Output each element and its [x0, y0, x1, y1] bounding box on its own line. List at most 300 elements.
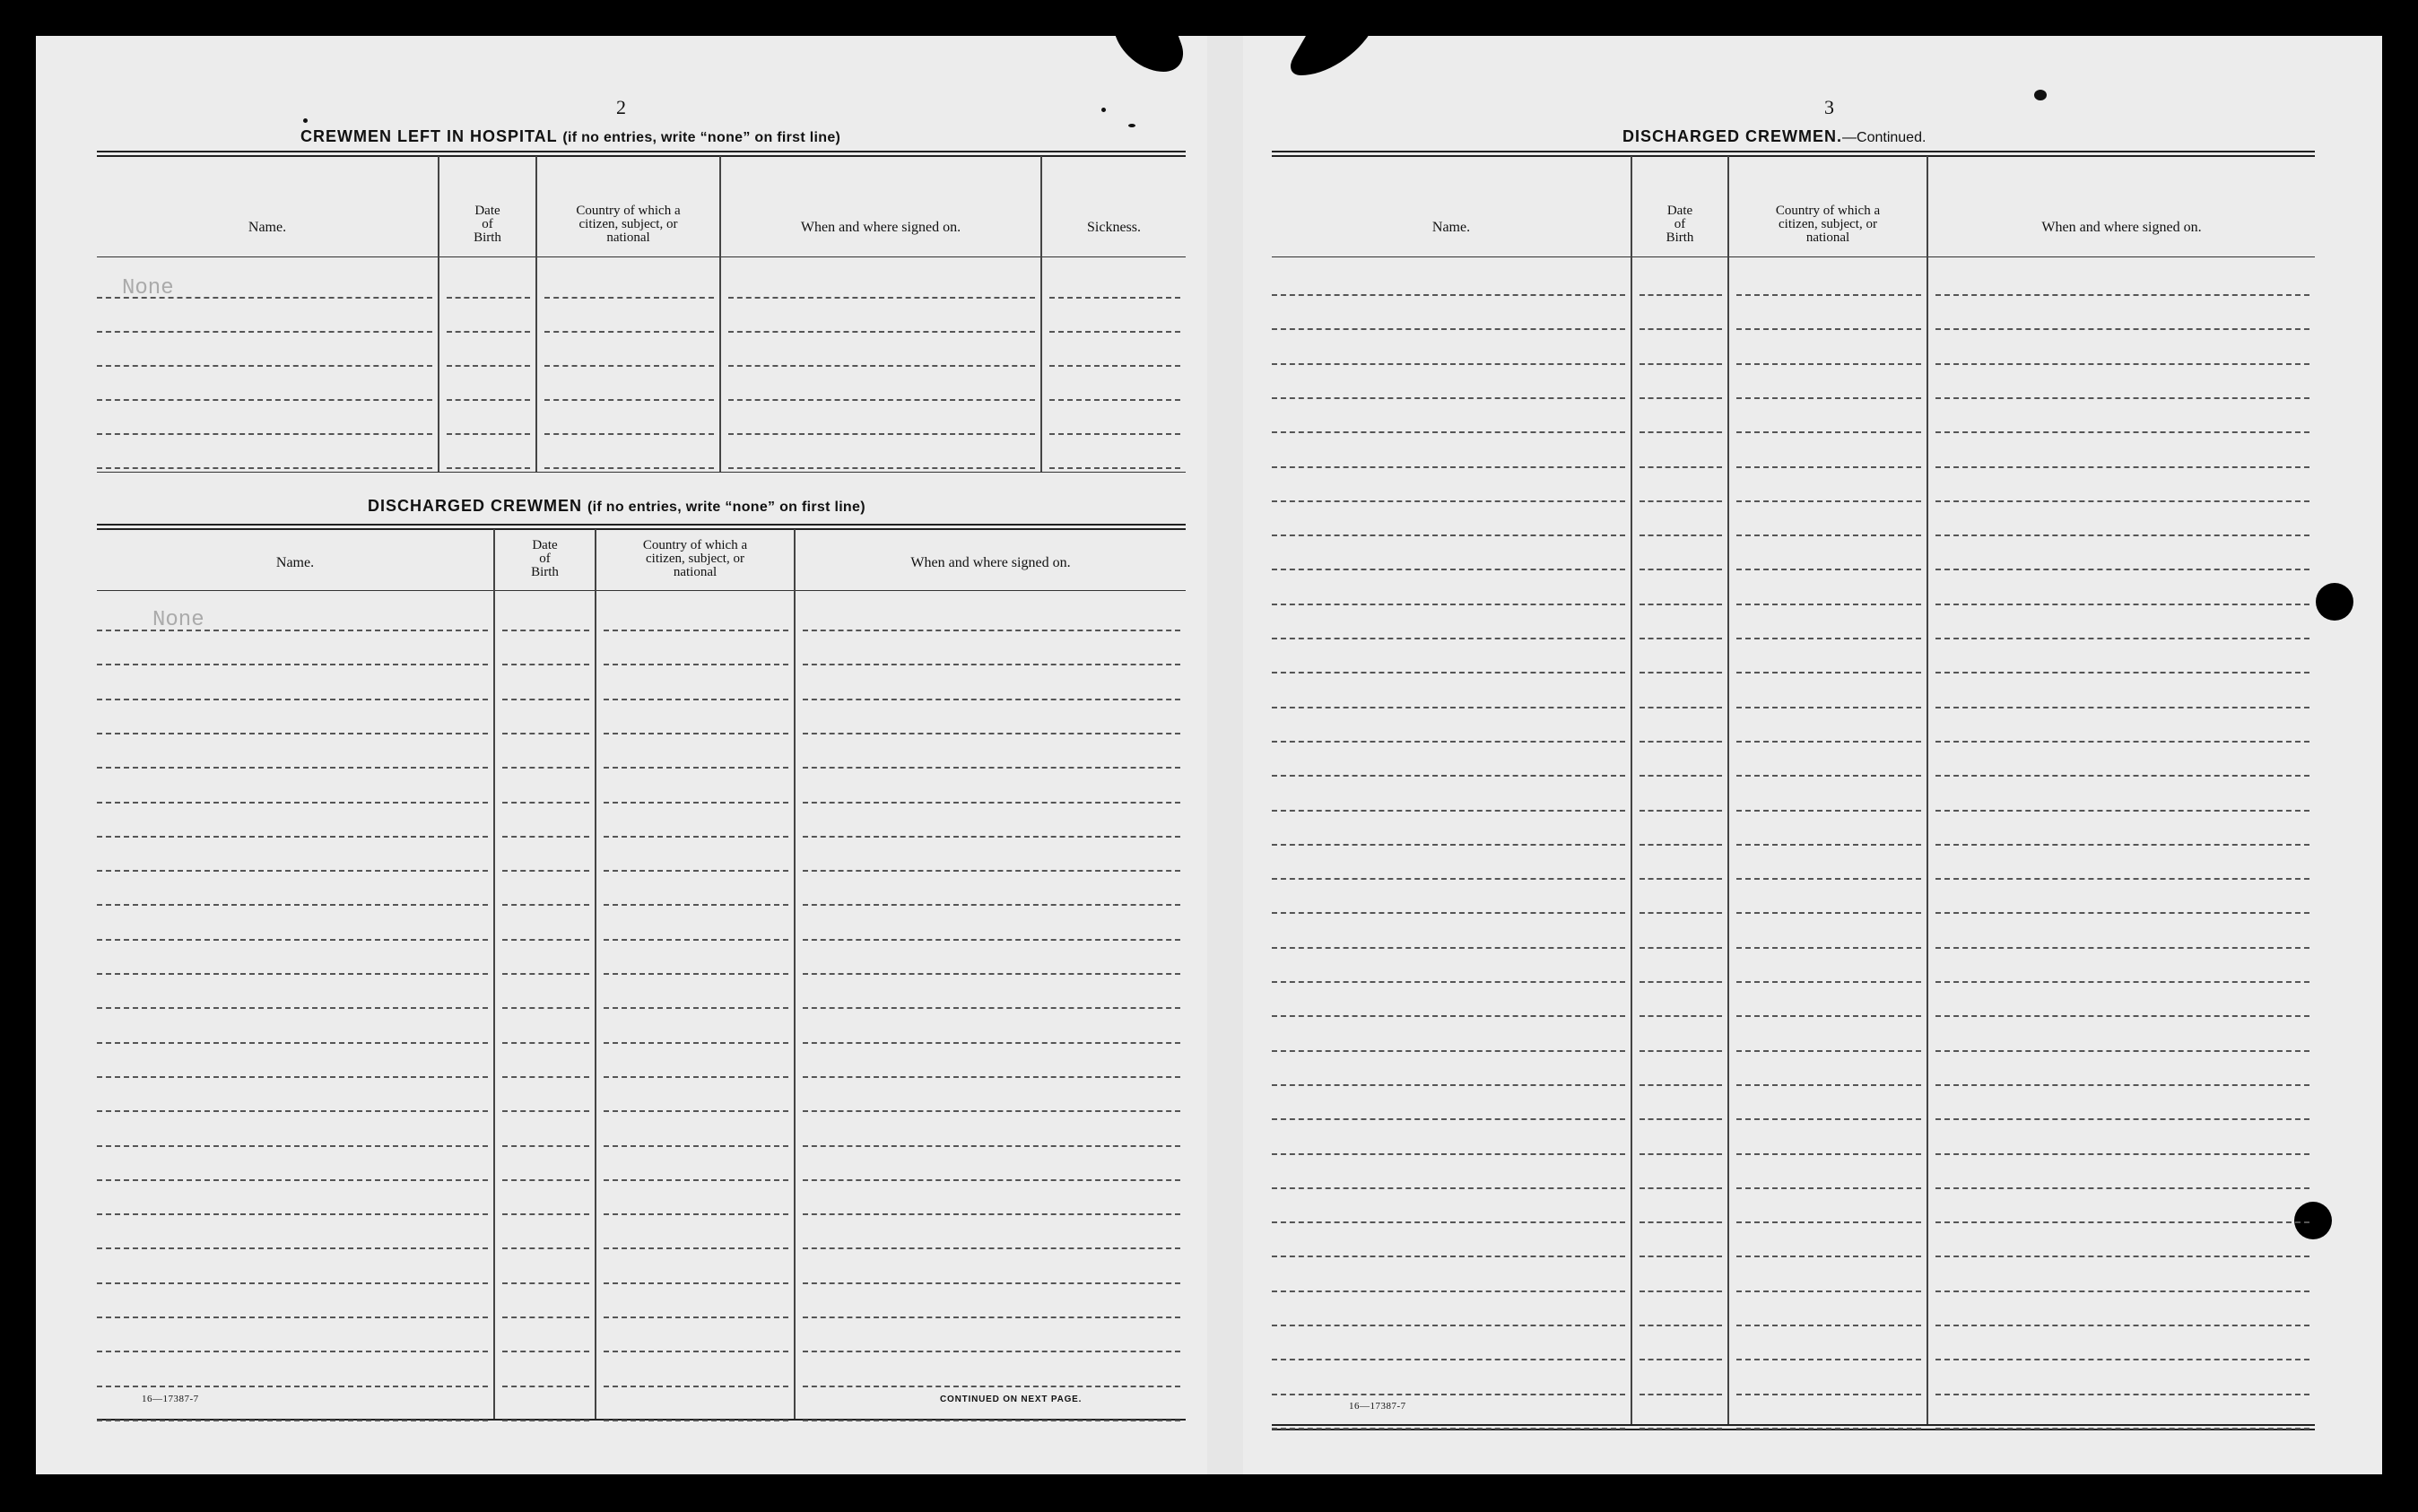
- column-header-country: [596, 539, 794, 579]
- ruled-entry-line: [728, 365, 1035, 367]
- discharged-table-left: [97, 524, 1186, 1424]
- ruled-entry-line: [1935, 1050, 2309, 1052]
- ruled-entry-line: [1935, 844, 2309, 846]
- ruled-entry-line: [1640, 1394, 1722, 1395]
- ruled-entry-line: [1640, 707, 1722, 708]
- ruled-entry-line: [1272, 431, 1625, 433]
- ruled-entry-line: [502, 1145, 589, 1147]
- ruled-entry-line: [1272, 1118, 1625, 1120]
- ruled-entry-line: [728, 297, 1035, 299]
- ruled-entry-line: [502, 699, 589, 700]
- ruled-entry-line: [604, 870, 788, 872]
- ruled-entry-line: [97, 297, 432, 299]
- ruled-entry-line: [1935, 878, 2309, 880]
- ruled-entry-line: [1736, 810, 1921, 812]
- column-header-name: Name.: [1431, 220, 1471, 235]
- ruled-entry-line: [447, 365, 530, 367]
- table-top-rule: [1272, 151, 2315, 152]
- ruled-entry-line: [1272, 912, 1625, 914]
- ruled-entry-line: [1736, 1256, 1921, 1257]
- ruled-entry-line: [1640, 947, 1722, 949]
- ruled-entry-line: [502, 1247, 589, 1249]
- ruled-entry-line: [97, 1316, 488, 1318]
- ruled-entry-line: [1935, 947, 2309, 949]
- ruled-entry-line: [544, 467, 714, 469]
- form-number: 16—17387-7: [1349, 1401, 1406, 1412]
- ruled-entry-line: [97, 399, 432, 401]
- ruled-entry-line: [1272, 604, 1625, 605]
- section-title-discharged-continued: [1622, 127, 1926, 146]
- ruled-entry-line: [1736, 604, 1921, 605]
- ruled-entry-line: [97, 973, 488, 975]
- ruled-entry-line: [604, 1145, 788, 1147]
- column-divider: [719, 156, 721, 472]
- ruled-entry-line: [728, 467, 1035, 469]
- page-number: 2: [616, 96, 626, 118]
- ruled-entry-line: [1935, 1359, 2309, 1360]
- ruled-entry-line: [1640, 741, 1722, 743]
- ruled-entry-line: [544, 331, 714, 333]
- ruled-entry-line: [1640, 1359, 1722, 1360]
- ruled-entry-line: [803, 1213, 1180, 1215]
- column-header-country: [537, 204, 719, 245]
- ruled-entry-line: [502, 1282, 589, 1284]
- continued-note: CONTINUED ON NEXT PAGE.: [940, 1395, 1083, 1404]
- ruled-entry-line: [1935, 638, 2309, 639]
- ruled-entry-line: [1935, 500, 2309, 502]
- ruled-entry-line: [1640, 1221, 1722, 1223]
- ruled-entry-line: [502, 1042, 589, 1044]
- ruled-entry-line: [1736, 1221, 1921, 1223]
- ruled-entry-line: [544, 399, 714, 401]
- ruled-entry-line: [97, 1420, 488, 1421]
- ruled-entry-line: [97, 630, 488, 631]
- header-bottom-rule: [97, 590, 1186, 591]
- ruled-entry-line: [803, 733, 1180, 734]
- ruled-entry-line: [502, 1316, 589, 1318]
- column-divider: [1727, 156, 1729, 1424]
- ruled-entry-line: [502, 1386, 589, 1387]
- ruled-entry-line: [803, 664, 1180, 665]
- ruled-entry-line: [502, 733, 589, 734]
- hospital-first-entry: None: [122, 276, 174, 300]
- ruled-entry-line: [728, 433, 1035, 435]
- ruled-entry-line: [1935, 397, 2309, 399]
- ruled-entry-line: [1935, 912, 2309, 914]
- ruled-entry-line: [1736, 1359, 1921, 1360]
- ruled-entry-line: [1049, 331, 1180, 333]
- ruled-entry-line: [1049, 297, 1180, 299]
- ruled-entry-line: [447, 297, 530, 299]
- ruled-entry-line: [1935, 604, 2309, 605]
- ruled-entry-line: [97, 1351, 488, 1352]
- ruled-entry-line: [1736, 569, 1921, 570]
- ruled-entry-line: [502, 802, 589, 804]
- ruled-entry-line: [1935, 672, 2309, 673]
- ruled-entry-line: [97, 1179, 488, 1181]
- ruled-entry-line: [1049, 365, 1180, 367]
- ruled-entry-line: [1736, 947, 1921, 949]
- ruled-entry-line: [728, 331, 1035, 333]
- ruled-entry-line: [1736, 1153, 1921, 1155]
- ruled-entry-line: [1736, 981, 1921, 983]
- discharged-first-entry: None: [152, 608, 204, 632]
- ruled-entry-line: [1272, 844, 1625, 846]
- ruled-entry-line: [1935, 775, 2309, 777]
- ruled-entry-line: [1640, 466, 1722, 468]
- ruled-entry-line: [1640, 1290, 1722, 1292]
- column-header-date-of-birth: [1632, 204, 1727, 245]
- header-line: Birth: [474, 230, 501, 245]
- header-line: of: [539, 552, 551, 566]
- header-line: citizen, subject, or: [578, 217, 678, 231]
- section-title-discharged: [368, 497, 865, 516]
- ruled-entry-line: [1272, 1050, 1625, 1052]
- ruled-entry-line: [544, 433, 714, 435]
- ruled-entry-line: [97, 1386, 488, 1387]
- ruled-entry-line: [1736, 741, 1921, 743]
- ruled-entry-line: [1935, 707, 2309, 708]
- ruled-entry-line: [97, 433, 432, 435]
- ruled-entry-line: [1640, 1153, 1722, 1155]
- ruled-entry-line: [1736, 1394, 1921, 1395]
- hospital-title: CREWMEN LEFT IN HOSPITAL: [300, 127, 558, 145]
- form-number: 16—17387-7: [142, 1394, 199, 1404]
- ruled-entry-line: [1640, 1084, 1722, 1086]
- table-top-rule: [1272, 155, 2315, 157]
- ruled-entry-line: [1935, 1256, 2309, 1257]
- ruled-entry-line: [502, 1420, 589, 1421]
- column-header-name: Name.: [248, 220, 287, 235]
- table-top-rule: [97, 524, 1186, 526]
- ruled-entry-line: [1272, 1359, 1625, 1360]
- ruled-entry-line: [1272, 569, 1625, 570]
- ruled-entry-line: [502, 1213, 589, 1215]
- header-line: Date: [1666, 204, 1693, 218]
- ruled-entry-line: [1935, 1221, 2309, 1223]
- ruled-entry-line: [1272, 1015, 1625, 1017]
- ruled-entry-line: [1272, 1428, 1625, 1429]
- discharged-title-note: (if no entries, write “none” on first line): [587, 500, 865, 515]
- ruled-entry-line: [97, 733, 488, 734]
- ruled-entry-line: [1640, 328, 1722, 330]
- ruled-entry-line: [1272, 638, 1625, 639]
- ruled-entry-line: [1272, 294, 1625, 296]
- ruled-entry-line: [1935, 1015, 2309, 1017]
- column-header-country: [1729, 204, 1927, 245]
- header-line: of: [482, 217, 493, 231]
- ruled-entry-line: [447, 331, 530, 333]
- ruled-entry-line: [502, 836, 589, 838]
- ruled-entry-line: [1272, 878, 1625, 880]
- ruled-entry-line: [604, 699, 788, 700]
- ruled-entry-line: [502, 973, 589, 975]
- ruled-entry-line: [97, 1247, 488, 1249]
- column-header-date-of-birth: [439, 204, 535, 245]
- ruled-entry-line: [604, 1213, 788, 1215]
- ruled-entry-line: [447, 399, 530, 401]
- ruled-entry-line: [604, 733, 788, 734]
- ruled-entry-line: [604, 664, 788, 665]
- ruled-entry-line: [1272, 1325, 1625, 1326]
- ruled-entry-line: [803, 1420, 1180, 1421]
- ruled-entry-line: [604, 939, 788, 941]
- ruled-entry-line: [604, 1179, 788, 1181]
- ruled-entry-line: [1736, 707, 1921, 708]
- ruled-entry-line: [1272, 947, 1625, 949]
- discharged-title: DISCHARGED CREWMEN: [368, 497, 583, 515]
- ruled-entry-line: [1736, 844, 1921, 846]
- ruled-entry-line: [1736, 534, 1921, 536]
- ruled-entry-line: [97, 1145, 488, 1147]
- ruled-entry-line: [502, 870, 589, 872]
- ruled-entry-line: [1736, 294, 1921, 296]
- ruled-entry-line: [502, 1351, 589, 1352]
- hospital-title-note: (if no entries, write “none” on first line): [562, 130, 841, 145]
- ruled-entry-line: [97, 467, 432, 469]
- ruled-entry-line: [1640, 1187, 1722, 1189]
- ruled-entry-line: [803, 870, 1180, 872]
- ruled-entry-line: [1272, 500, 1625, 502]
- ruled-entry-line: [97, 365, 432, 367]
- ruled-entry-line: [1736, 1084, 1921, 1086]
- ruled-entry-line: [1736, 912, 1921, 914]
- column-divider: [438, 156, 439, 472]
- ruled-entry-line: [1935, 810, 2309, 812]
- ruled-entry-line: [1272, 397, 1625, 399]
- ruled-entry-line: [1935, 328, 2309, 330]
- table-bottom-rule: [1272, 1424, 2315, 1426]
- header-line: national: [1805, 230, 1850, 245]
- ruled-entry-line: [1640, 672, 1722, 673]
- ruled-entry-line: [502, 1007, 589, 1009]
- ruled-entry-line: [1272, 672, 1625, 673]
- ruled-entry-line: [803, 836, 1180, 838]
- ruled-entry-line: [1935, 1084, 2309, 1086]
- ruled-entry-line: [1272, 981, 1625, 983]
- ruled-entry-line: [502, 767, 589, 769]
- table-top-rule: [97, 155, 1186, 157]
- ruled-entry-line: [97, 1042, 488, 1044]
- ruled-entry-line: [604, 904, 788, 906]
- ruled-entry-line: [1272, 363, 1625, 365]
- header-line: Country of which a: [642, 538, 748, 552]
- ruled-entry-line: [1640, 810, 1722, 812]
- ruled-entry-line: [604, 836, 788, 838]
- ruled-entry-line: [803, 767, 1180, 769]
- column-divider: [794, 529, 796, 1419]
- ruled-entry-line: [1935, 1428, 2309, 1429]
- header-line: Date: [532, 538, 558, 552]
- header-line: Birth: [531, 565, 559, 579]
- column-divider: [595, 529, 596, 1419]
- ruled-entry-line: [1935, 1153, 2309, 1155]
- ruled-entry-line: [1935, 1394, 2309, 1395]
- ruled-entry-line: [1935, 569, 2309, 570]
- table-top-rule: [97, 528, 1186, 530]
- section-title-hospital: [300, 127, 840, 146]
- column-header-sickness: Sickness.: [1087, 220, 1141, 235]
- ruled-entry-line: [1736, 878, 1921, 880]
- ruled-entry-line: [502, 1110, 589, 1112]
- column-header-signed-on: When and where signed on.: [2041, 220, 2202, 235]
- ruled-entry-line: [97, 699, 488, 700]
- ruled-entry-line: [1272, 328, 1625, 330]
- hospital-table: [97, 151, 1186, 474]
- ruled-entry-line: [1935, 1325, 2309, 1326]
- ruled-entry-line: [1736, 1015, 1921, 1017]
- ruled-entry-line: [1640, 844, 1722, 846]
- ruled-entry-line: [1736, 638, 1921, 639]
- ruled-entry-line: [447, 433, 530, 435]
- header-line: citizen, subject, or: [1779, 217, 1877, 231]
- ruled-entry-line: [803, 904, 1180, 906]
- ruled-entry-line: [604, 1007, 788, 1009]
- ruled-entry-line: [544, 365, 714, 367]
- ruled-entry-line: [97, 1110, 488, 1112]
- ruled-entry-line: [604, 1076, 788, 1078]
- ruled-entry-line: [803, 1351, 1180, 1352]
- ruled-entry-line: [1272, 775, 1625, 777]
- header-line: national: [673, 565, 718, 579]
- ruled-entry-line: [803, 1042, 1180, 1044]
- continued-label: —Continued.: [1842, 130, 1927, 145]
- ruled-entry-line: [1736, 1118, 1921, 1120]
- left-page: [36, 36, 1207, 1474]
- ruled-entry-line: [1272, 1290, 1625, 1292]
- ruled-entry-line: [1736, 1290, 1921, 1292]
- column-divider: [535, 156, 537, 472]
- ruled-entry-line: [1935, 534, 2309, 536]
- header-line: Country of which a: [576, 204, 681, 218]
- ruled-entry-line: [1272, 466, 1625, 468]
- ruled-entry-line: [1935, 431, 2309, 433]
- ruled-entry-line: [803, 1007, 1180, 1009]
- ruled-entry-line: [728, 399, 1035, 401]
- ruled-entry-line: [1935, 1187, 2309, 1189]
- ruled-entry-line: [1640, 912, 1722, 914]
- ruled-entry-line: [1736, 672, 1921, 673]
- ruled-entry-line: [604, 1042, 788, 1044]
- ruled-entry-line: [1640, 1118, 1722, 1120]
- ruled-entry-line: [97, 904, 488, 906]
- ruled-entry-line: [803, 1282, 1180, 1284]
- ruled-entry-line: [1640, 397, 1722, 399]
- ruled-entry-line: [803, 699, 1180, 700]
- header-bottom-rule: [1272, 256, 2315, 257]
- ruled-entry-line: [502, 664, 589, 665]
- ruled-entry-line: [1640, 878, 1722, 880]
- ruled-entry-line: [502, 939, 589, 941]
- discharged-table-right: [1272, 151, 2315, 1435]
- ruled-entry-line: [1935, 1290, 2309, 1292]
- ruled-entry-line: [604, 1351, 788, 1352]
- ruled-entry-line: [1049, 433, 1180, 435]
- header-line: citizen, subject, or: [646, 552, 744, 566]
- ruled-entry-line: [604, 630, 788, 631]
- scanned-form-sheet: [36, 36, 2382, 1474]
- center-gutter: [1207, 36, 1243, 1474]
- ruled-entry-line: [1736, 1428, 1921, 1429]
- ruled-entry-line: [1935, 363, 2309, 365]
- ruled-entry-line: [544, 297, 714, 299]
- ruled-entry-line: [1640, 1325, 1722, 1326]
- ruled-entry-line: [1640, 981, 1722, 983]
- ruled-entry-line: [1736, 775, 1921, 777]
- ruled-entry-line: [97, 939, 488, 941]
- ruled-entry-line: [1272, 810, 1625, 812]
- ruled-entry-line: [502, 1076, 589, 1078]
- ruled-entry-line: [97, 664, 488, 665]
- ruled-entry-line: [1272, 1084, 1625, 1086]
- table-top-rule: [97, 151, 1186, 152]
- ruled-entry-line: [1272, 1221, 1625, 1223]
- ruled-entry-line: [502, 1179, 589, 1181]
- ruled-entry-line: [97, 1007, 488, 1009]
- ruled-entry-line: [1049, 399, 1180, 401]
- ruled-entry-line: [97, 802, 488, 804]
- ruled-entry-line: [803, 1316, 1180, 1318]
- ruled-entry-line: [604, 1110, 788, 1112]
- ruled-entry-line: [1640, 534, 1722, 536]
- ruled-entry-line: [1640, 1050, 1722, 1052]
- right-page: [1243, 36, 2382, 1474]
- ruled-entry-line: [803, 1076, 1180, 1078]
- ruled-entry-line: [97, 767, 488, 769]
- ruled-entry-line: [803, 1386, 1180, 1387]
- ruled-entry-line: [1640, 569, 1722, 570]
- header-line: Date: [474, 204, 500, 218]
- ruled-entry-line: [1272, 1187, 1625, 1189]
- ruled-entry-line: [1935, 294, 2309, 296]
- ruled-entry-line: [1640, 1428, 1722, 1429]
- ruled-entry-line: [604, 767, 788, 769]
- ruled-entry-line: [1272, 1394, 1625, 1395]
- ruled-entry-line: [604, 1247, 788, 1249]
- column-divider: [1927, 156, 1928, 1424]
- ruled-entry-line: [1736, 500, 1921, 502]
- ruled-entry-line: [97, 331, 432, 333]
- ruled-entry-line: [1272, 534, 1625, 536]
- ruled-entry-line: [1736, 1325, 1921, 1326]
- header-line: Country of which a: [1775, 204, 1881, 218]
- ruled-entry-line: [604, 1420, 788, 1421]
- ruled-entry-line: [1935, 466, 2309, 468]
- ruled-entry-line: [604, 802, 788, 804]
- ruled-entry-line: [1272, 741, 1625, 743]
- ruled-entry-line: [604, 973, 788, 975]
- column-header-name: Name.: [275, 555, 315, 570]
- ruled-entry-line: [803, 802, 1180, 804]
- ruled-entry-line: [1736, 363, 1921, 365]
- column-header-signed-on: When and where signed on.: [800, 220, 961, 235]
- ruled-entry-line: [803, 1247, 1180, 1249]
- ruled-entry-line: [1640, 775, 1722, 777]
- ruled-entry-line: [604, 1316, 788, 1318]
- ruled-entry-line: [803, 939, 1180, 941]
- ruled-entry-line: [1640, 500, 1722, 502]
- ruled-entry-line: [1736, 328, 1921, 330]
- ruled-entry-line: [97, 870, 488, 872]
- page-number: 3: [1824, 96, 1834, 118]
- ruled-entry-line: [1935, 981, 2309, 983]
- ruled-entry-line: [604, 1386, 788, 1387]
- ruled-entry-line: [1640, 1256, 1722, 1257]
- column-header-signed-on: When and where signed on.: [910, 555, 1071, 570]
- column-divider: [493, 529, 495, 1419]
- ruled-entry-line: [97, 1213, 488, 1215]
- ruled-entry-line: [97, 836, 488, 838]
